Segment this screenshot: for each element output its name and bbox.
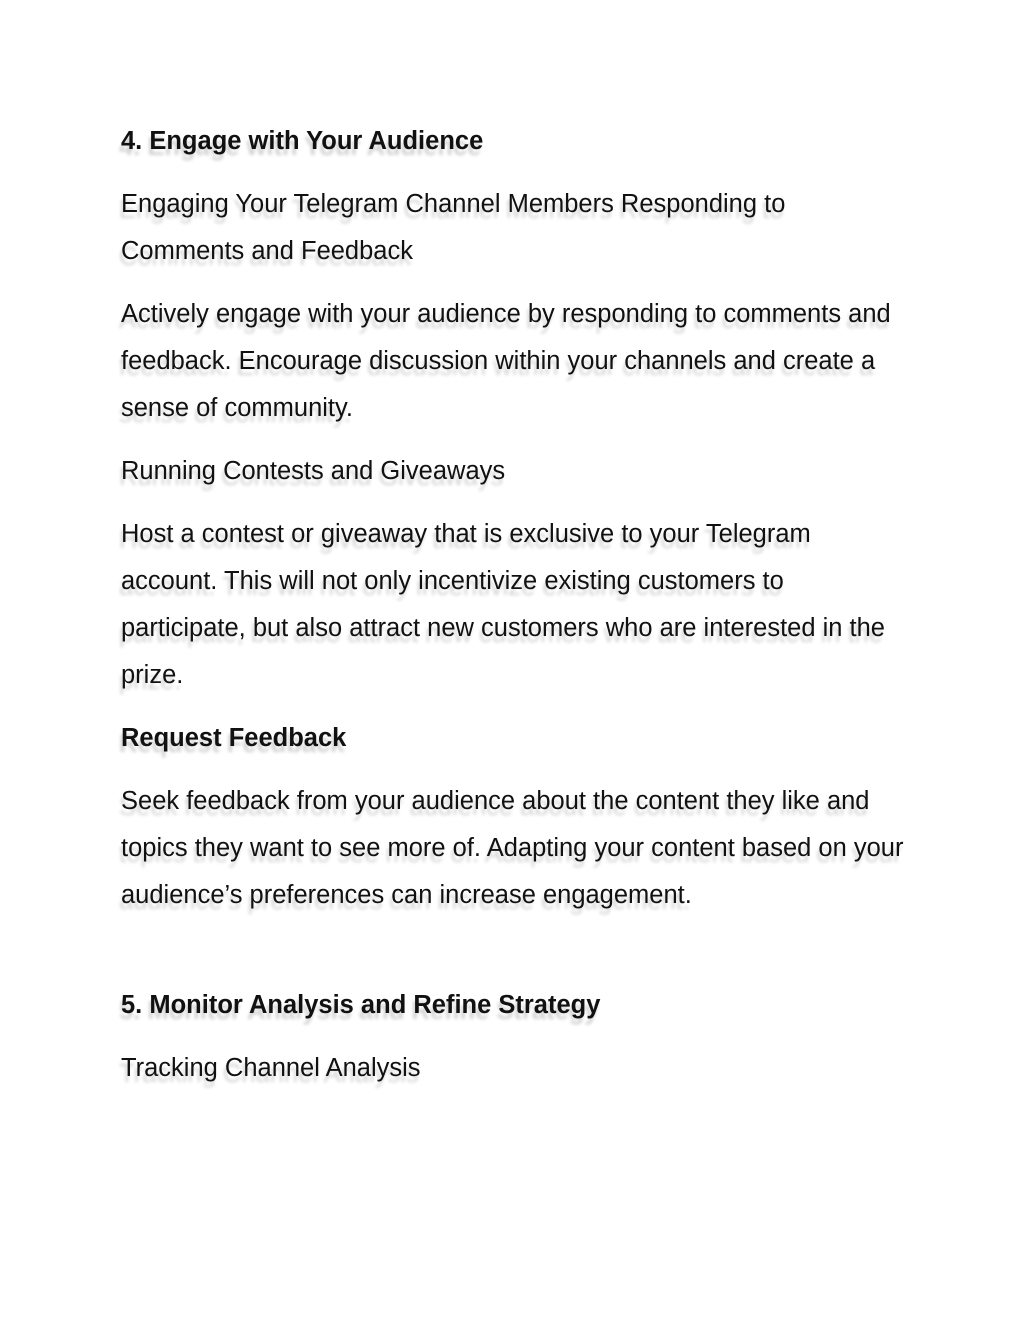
paragraph-seek-feedback: Seek feedback from your audience about the content they like and topics they want to see more of. Adapting your content based on your audience’s preferences can increase engagement. bbox=[121, 787, 904, 909]
document-body bbox=[121, 118, 911, 1108]
subheading-tracking-analysis: Tracking Channel Analysis bbox=[121, 1054, 421, 1082]
heading-request-feedback: Request Feedback bbox=[121, 724, 347, 752]
section-heading-monitor: 5. Monitor Analysis and Refine Strategy bbox=[121, 991, 601, 1019]
paragraph-host-contest: Host a contest or giveaway that is exclusive to your Telegram account. This will not only incentivize existing customers to participate, but also attract new customers who are interested in the prize. bbox=[121, 520, 885, 689]
paragraph-actively-engage: Actively engage with your audience by responding to comments and feedback. Encourage discussion within your channels and create a sense of community. bbox=[121, 300, 891, 422]
subheading-engaging-members: Engaging Your Telegram Channel Members Responding to Comments and Feedback bbox=[121, 190, 786, 265]
subheading-contests: Running Contests and Giveaways bbox=[121, 457, 506, 485]
section-heading-engage: 4. Engage with Your Audience bbox=[121, 127, 484, 155]
